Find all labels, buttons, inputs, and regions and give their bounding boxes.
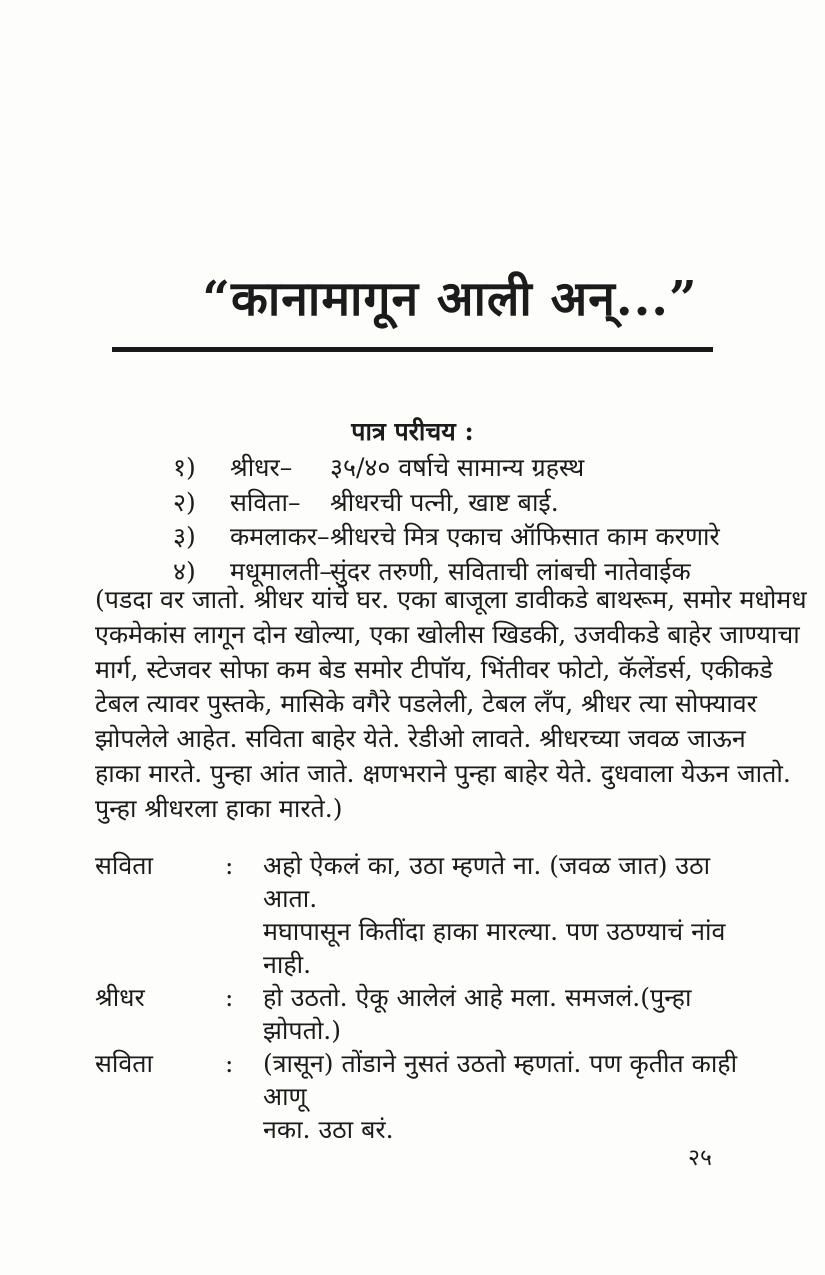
stage-direction-line: पुन्हा श्रीधरला हाका मारते.)	[95, 793, 343, 823]
cast-row	[173, 520, 740, 555]
speech-text	[263, 849, 740, 981]
cast-number: ३)	[173, 522, 196, 552]
cast-name: कमलाकर–	[230, 522, 330, 552]
cast-heading: पात्र परीचय :	[351, 417, 474, 446]
speech-line: (त्रासून) तोंडाने नुसतं उठतो म्हणतां. पण कृतीत काही आणू	[263, 1049, 738, 1111]
cast-number: १)	[173, 453, 196, 482]
speaker-name: सविता	[95, 851, 154, 880]
cast-number: ४)	[173, 556, 196, 586]
cast-description: ३५/४० वर्षाचे सामान्य ग्रहस्थ	[330, 453, 585, 482]
chapter-title: “कानामागून आली अन्...”	[202, 271, 698, 327]
title-underline-rule	[112, 347, 713, 352]
cast-description: श्रीधरची पत्नी, खाष्ट बाई.	[330, 487, 559, 517]
dialogue-entry	[95, 981, 740, 1047]
speaker-separator: :	[225, 851, 234, 880]
stage-direction-line: टेबल त्यावर पुस्तके, मासिके वगैरे पडलेली, टेबल लँप, श्रीधर त्या सोफ्यावर	[95, 689, 757, 719]
cast-description: सुंदर तरुणी, सविताची लांबची नातेवाईक	[330, 556, 691, 586]
cast-name: मधूमालती–	[230, 556, 332, 586]
stage-direction-line: झोपलेले आहेत. सविता बाहेर येते. रेडीओ लावते. श्रीधरच्या जवळ जाऊन	[95, 724, 746, 754]
cast-description: श्रीधरचे मित्र एकाच ऑफिसात काम करणारे	[330, 522, 720, 552]
cast-list	[173, 451, 740, 589]
speech-line: अहो ऐकलं का, उठा म्हणते ना. (जवळ जात) उठा आता.	[263, 851, 711, 913]
dialogue-entry	[95, 1047, 740, 1146]
dialogue-entry	[95, 849, 740, 981]
speech-line: मघापासून कितींदा हाका मारल्या. पण उठण्याचं नांव नाही.	[263, 917, 726, 979]
dialogue-section	[95, 849, 740, 1146]
cast-number: २)	[173, 487, 196, 517]
stage-direction	[95, 583, 807, 827]
speaker-separator: :	[225, 1049, 234, 1078]
stage-direction-line: मार्ग, स्टेजवर सोफा कम बेड समोर टीपॉय, भिंतीवर फोटो, कॅलेंडर्स, एकीकडे	[95, 654, 773, 684]
page-number: २५	[688, 1145, 712, 1171]
speech-text	[263, 1047, 740, 1146]
cast-name: सविता–	[230, 487, 301, 517]
stage-direction-line: एकमेकांस लागून दोन खोल्या, एका खोलीस खिडकी, उजवीकडे बाहेर जाण्याचा	[95, 619, 800, 649]
speech-line: नका. उठा बरं.	[263, 1115, 394, 1144]
cast-row	[173, 486, 740, 521]
speaker-name: सविता	[95, 1049, 154, 1078]
speaker-name: श्रीधर	[95, 983, 145, 1012]
speech-line: हो उठतो. ऐकू आलेलं आहे मला. समजलं.(पुन्हा झोपतो.)	[263, 983, 692, 1045]
cast-name: श्रीधर–	[230, 453, 293, 482]
stage-direction-line: (पडदा वर जातो. श्रीधर यांचे घर. एका बाजूला डावीकडे बाथरूम, समोर मधोमध	[95, 585, 807, 614]
stage-direction-line: हाका मारते. पुन्हा आंत जाते. क्षणभराने पुन्हा बाहेर येते. दुधवाला येऊन जातो.	[95, 758, 791, 788]
speaker-separator: :	[225, 983, 234, 1012]
cast-row	[173, 451, 740, 486]
speech-text	[263, 981, 740, 1047]
